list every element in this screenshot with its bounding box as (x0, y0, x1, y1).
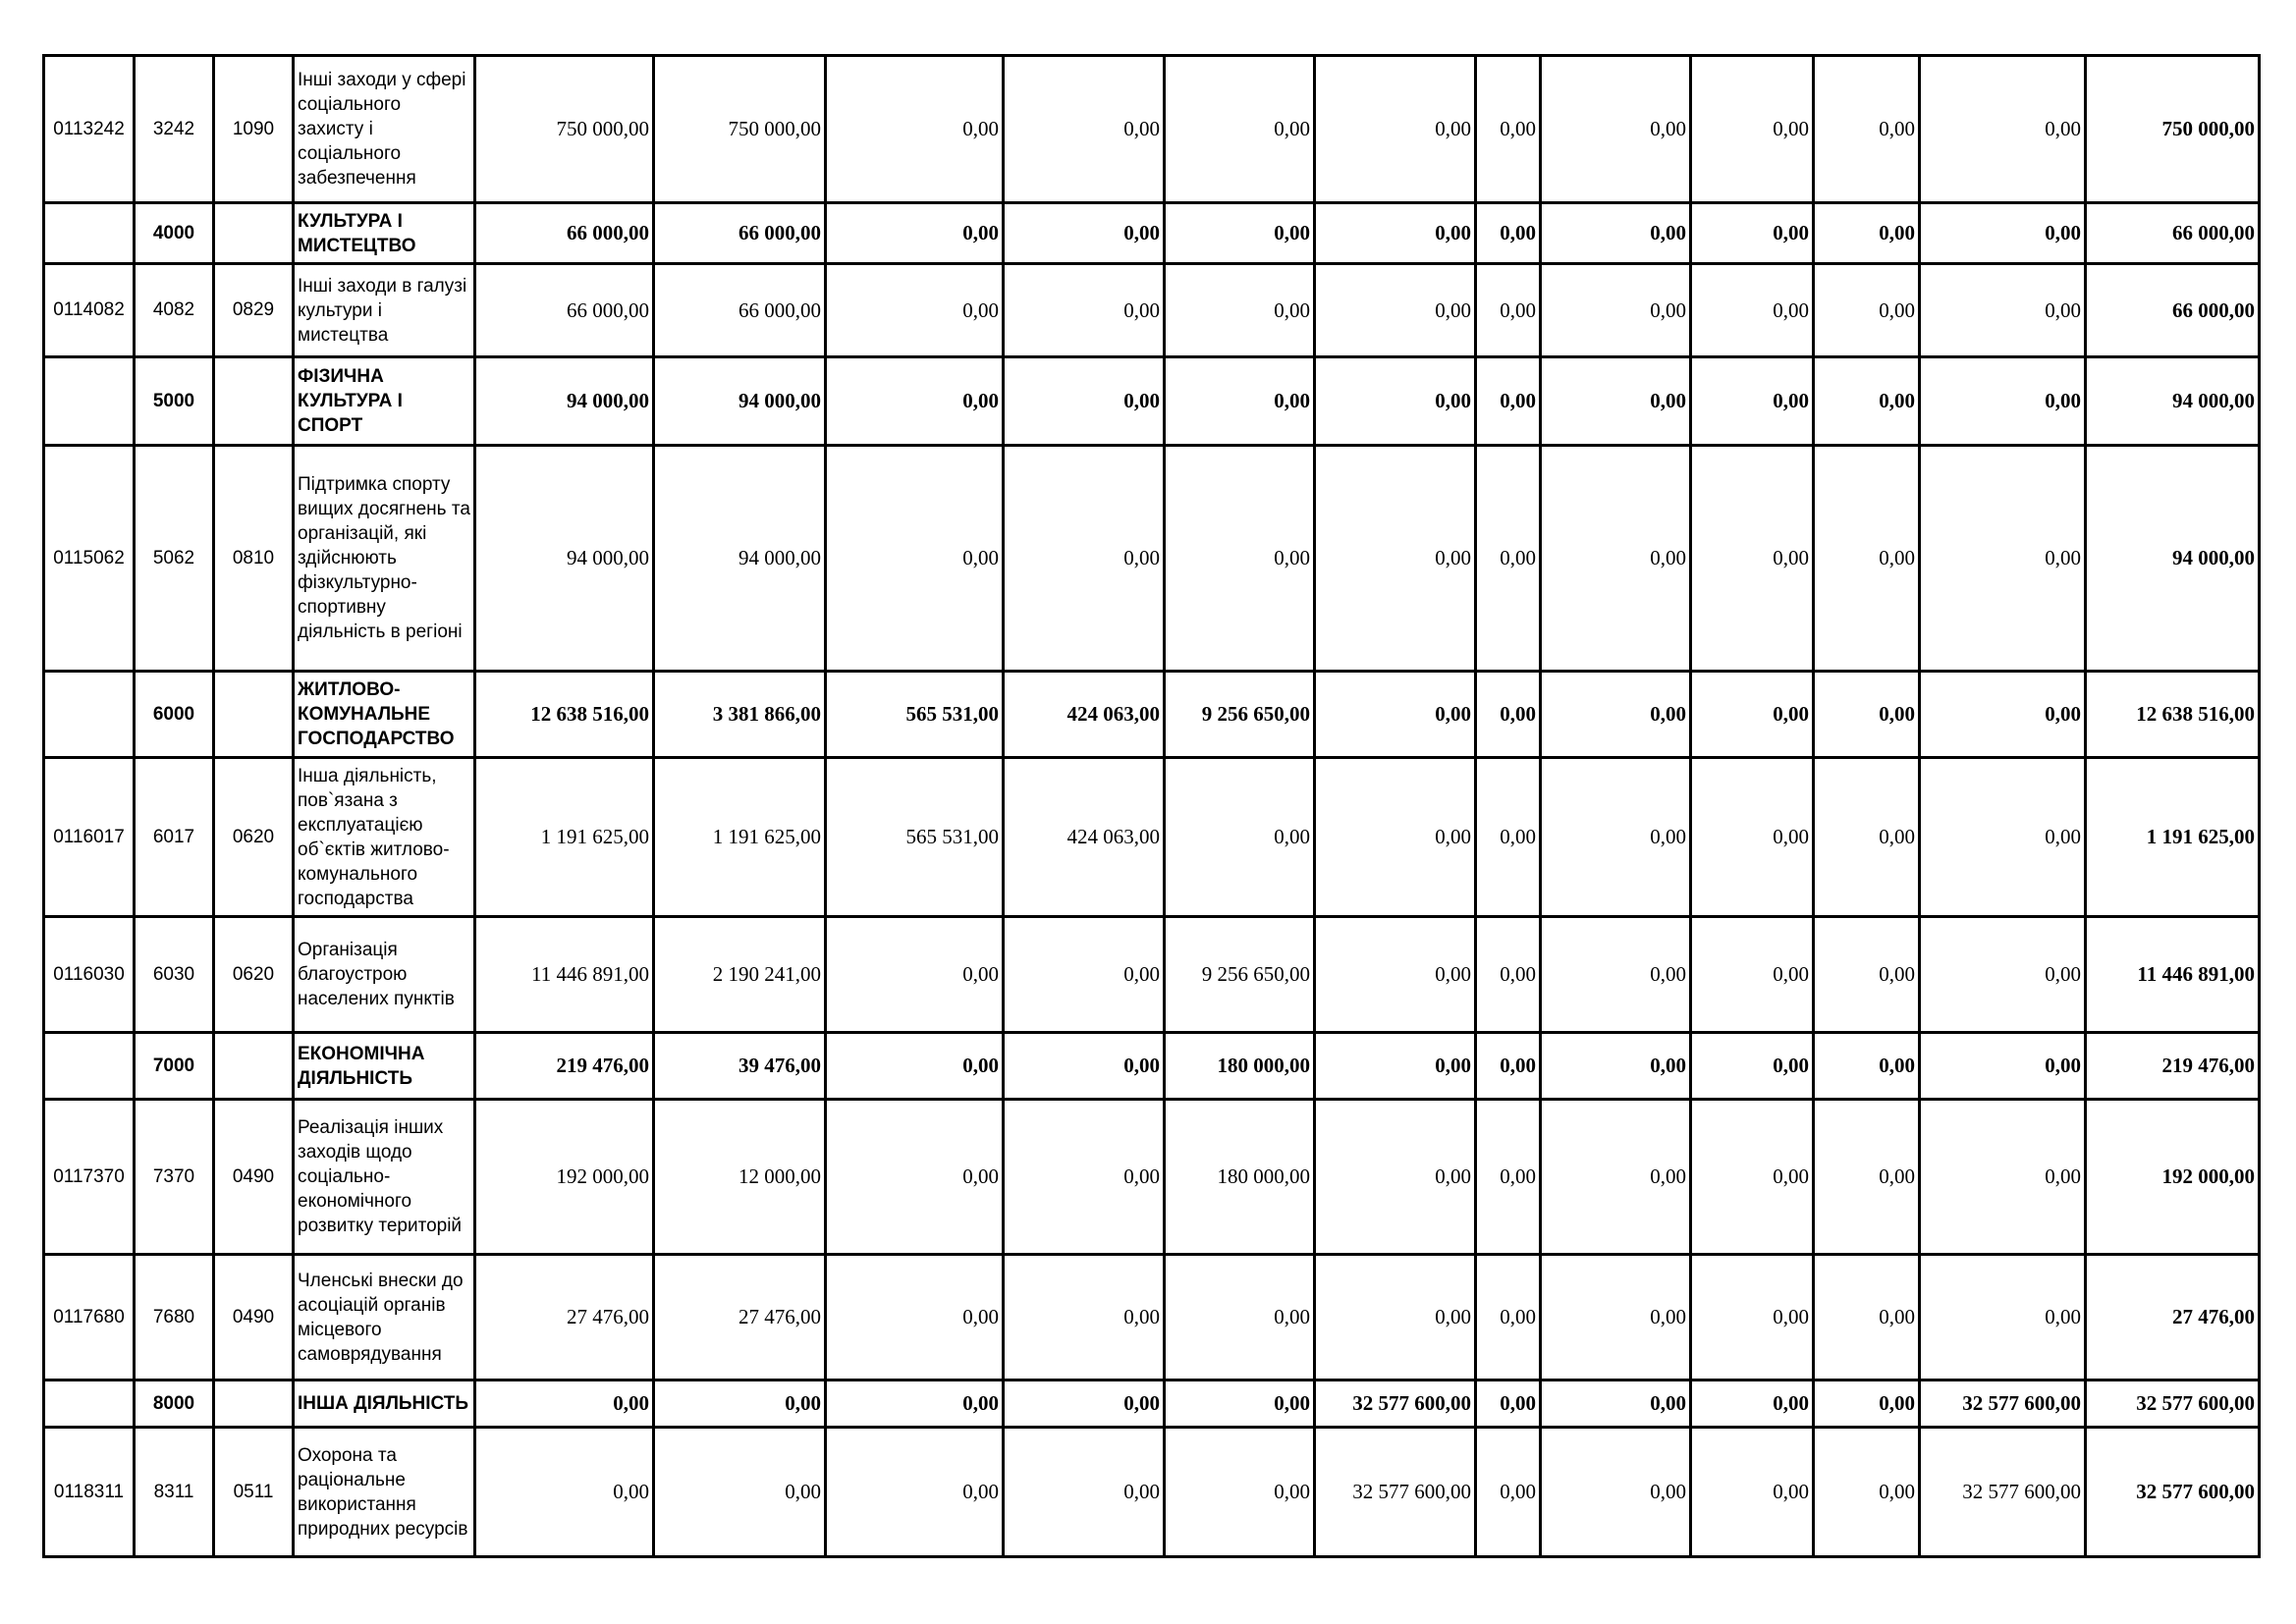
amount-cell: 0,00 (1691, 203, 1814, 264)
amount-cell: 0,00 (1541, 56, 1691, 203)
total-amount-cell: 11 446 891,00 (2086, 917, 2260, 1033)
amount-cell: 0,00 (1814, 1380, 1920, 1428)
function-code-cell: 7370 (135, 1100, 214, 1255)
amount-cell: 0,00 (1004, 264, 1165, 357)
amount-cell: 424 063,00 (1004, 758, 1165, 917)
amount-cell: 0,00 (1476, 56, 1541, 203)
amount-cell: 0,00 (1541, 357, 1691, 446)
amount-cell: 565 531,00 (826, 672, 1004, 758)
function-code-cell: 4082 (135, 264, 214, 357)
amount-cell: 0,00 (1920, 758, 2086, 917)
total-amount-cell: 219 476,00 (2086, 1033, 2260, 1100)
function-code-cell: 8000 (135, 1380, 214, 1428)
program-name-cell: ЖИТЛОВО-КОМУНАЛЬНЕ ГОСПОДАРСТВО (294, 672, 475, 758)
program-code-cell: 0117680 (44, 1255, 135, 1380)
amount-cell: 0,00 (1004, 1100, 1165, 1255)
amount-cell: 565 531,00 (826, 758, 1004, 917)
amount-cell: 27 476,00 (475, 1255, 654, 1380)
total-amount-cell: 192 000,00 (2086, 1100, 2260, 1255)
amount-cell: 0,00 (1691, 758, 1814, 917)
amount-cell: 0,00 (826, 1380, 1004, 1428)
amount-cell: 0,00 (1541, 1100, 1691, 1255)
program-code-cell (44, 672, 135, 758)
amount-cell: 27 476,00 (654, 1255, 826, 1380)
amount-cell: 32 577 600,00 (1315, 1380, 1476, 1428)
amount-cell: 0,00 (1691, 672, 1814, 758)
program-name-cell: Охорона та раціональне використання природних ресурсів (294, 1428, 475, 1557)
amount-cell: 1 191 625,00 (654, 758, 826, 917)
program-name-cell: ФІЗИЧНА КУЛЬТУРА І СПОРТ (294, 357, 475, 446)
amount-cell: 0,00 (1476, 203, 1541, 264)
total-amount-cell: 66 000,00 (2086, 203, 2260, 264)
amount-cell: 0,00 (1476, 446, 1541, 672)
table-row (44, 264, 2260, 357)
amount-cell: 11 446 891,00 (475, 917, 654, 1033)
amount-cell: 66 000,00 (475, 203, 654, 264)
function-code-cell: 5062 (135, 446, 214, 672)
amount-cell: 0,00 (1476, 1033, 1541, 1100)
amount-cell: 0,00 (1920, 357, 2086, 446)
amount-cell: 0,00 (1541, 917, 1691, 1033)
amount-cell: 0,00 (1315, 357, 1476, 446)
kfkvk-code-cell: 0511 (214, 1428, 294, 1557)
amount-cell: 0,00 (826, 357, 1004, 446)
total-amount-cell: 66 000,00 (2086, 264, 2260, 357)
program-code-cell: 0116030 (44, 917, 135, 1033)
program-name-cell: Інші заходи у сфері соціального захисту і соціального забезпечення (294, 56, 475, 203)
section-row (44, 203, 2260, 264)
total-amount-cell: 94 000,00 (2086, 357, 2260, 446)
program-code-cell: 0115062 (44, 446, 135, 672)
table-row (44, 1100, 2260, 1255)
amount-cell: 0,00 (1814, 1100, 1920, 1255)
amount-cell: 0,00 (1920, 264, 2086, 357)
amount-cell: 94 000,00 (654, 357, 826, 446)
function-code-cell: 6000 (135, 672, 214, 758)
amount-cell: 12 000,00 (654, 1100, 826, 1255)
program-name-cell: Організація благоустрою населених пунктів (294, 917, 475, 1033)
amount-cell: 0,00 (826, 203, 1004, 264)
kfkvk-code-cell: 0620 (214, 758, 294, 917)
amount-cell: 0,00 (1814, 446, 1920, 672)
function-code-cell: 6017 (135, 758, 214, 917)
program-code-cell: 0116017 (44, 758, 135, 917)
amount-cell: 39 476,00 (654, 1033, 826, 1100)
amount-cell: 0,00 (1476, 917, 1541, 1033)
amount-cell: 0,00 (1476, 1428, 1541, 1557)
amount-cell: 66 000,00 (654, 264, 826, 357)
amount-cell: 0,00 (1165, 446, 1315, 672)
budget-table (42, 54, 2261, 1558)
function-code-cell: 8311 (135, 1428, 214, 1557)
amount-cell: 9 256 650,00 (1165, 672, 1315, 758)
amount-cell: 0,00 (826, 1033, 1004, 1100)
amount-cell: 94 000,00 (654, 446, 826, 672)
amount-cell: 0,00 (1691, 1255, 1814, 1380)
amount-cell: 0,00 (1814, 357, 1920, 446)
section-row (44, 357, 2260, 446)
total-amount-cell: 32 577 600,00 (2086, 1428, 2260, 1557)
amount-cell: 0,00 (1541, 203, 1691, 264)
amount-cell: 180 000,00 (1165, 1100, 1315, 1255)
function-code-cell: 7680 (135, 1255, 214, 1380)
total-amount-cell: 12 638 516,00 (2086, 672, 2260, 758)
amount-cell: 0,00 (1315, 758, 1476, 917)
kfkvk-code-cell: 0620 (214, 917, 294, 1033)
amount-cell: 180 000,00 (1165, 1033, 1315, 1100)
amount-cell: 750 000,00 (654, 56, 826, 203)
program-code-cell: 0118311 (44, 1428, 135, 1557)
amount-cell: 0,00 (826, 1100, 1004, 1255)
amount-cell: 0,00 (1476, 357, 1541, 446)
program-name-cell: Інші заходи в галузі культури і мистецтва (294, 264, 475, 357)
amount-cell: 0,00 (1814, 672, 1920, 758)
program-code-cell: 0114082 (44, 264, 135, 357)
table-row (44, 446, 2260, 672)
amount-cell: 0,00 (654, 1380, 826, 1428)
amount-cell: 0,00 (1004, 203, 1165, 264)
amount-cell: 0,00 (1165, 357, 1315, 446)
amount-cell: 0,00 (1165, 1380, 1315, 1428)
program-code-cell (44, 1380, 135, 1428)
program-name-cell: Членські внески до асоціацій органів місцевого самоврядування (294, 1255, 475, 1380)
program-code-cell (44, 357, 135, 446)
amount-cell: 0,00 (1920, 1033, 2086, 1100)
kfkvk-code-cell (214, 357, 294, 446)
amount-cell: 1 191 625,00 (475, 758, 654, 917)
program-name-cell: Реалізація інших заходів щодо соціально-економічного розвитку територій (294, 1100, 475, 1255)
amount-cell: 0,00 (1920, 446, 2086, 672)
amount-cell: 0,00 (1004, 917, 1165, 1033)
section-row (44, 672, 2260, 758)
kfkvk-code-cell (214, 1380, 294, 1428)
amount-cell: 0,00 (1920, 672, 2086, 758)
kfkvk-code-cell (214, 203, 294, 264)
amount-cell: 0,00 (826, 1428, 1004, 1557)
function-code-cell: 6030 (135, 917, 214, 1033)
amount-cell: 0,00 (1476, 264, 1541, 357)
amount-cell: 0,00 (1004, 1255, 1165, 1380)
amount-cell: 0,00 (1165, 758, 1315, 917)
amount-cell: 0,00 (1476, 672, 1541, 758)
amount-cell: 0,00 (1541, 758, 1691, 917)
amount-cell: 0,00 (1315, 1033, 1476, 1100)
amount-cell: 0,00 (1541, 446, 1691, 672)
amount-cell: 0,00 (826, 1255, 1004, 1380)
kfkvk-code-cell: 1090 (214, 56, 294, 203)
amount-cell: 2 190 241,00 (654, 917, 826, 1033)
table-body (44, 56, 2260, 1557)
amount-cell: 0,00 (1315, 1100, 1476, 1255)
amount-cell: 0,00 (1691, 1428, 1814, 1557)
amount-cell: 0,00 (1165, 1428, 1315, 1557)
kfkvk-code-cell: 0490 (214, 1100, 294, 1255)
amount-cell: 0,00 (1165, 264, 1315, 357)
amount-cell: 32 577 600,00 (1920, 1428, 2086, 1557)
amount-cell: 0,00 (1920, 1100, 2086, 1255)
amount-cell: 3 381 866,00 (654, 672, 826, 758)
amount-cell: 0,00 (1920, 56, 2086, 203)
amount-cell: 0,00 (1315, 56, 1476, 203)
amount-cell: 0,00 (1004, 56, 1165, 203)
amount-cell: 0,00 (1814, 203, 1920, 264)
amount-cell: 0,00 (1691, 264, 1814, 357)
total-amount-cell: 32 577 600,00 (2086, 1380, 2260, 1428)
program-code-cell (44, 1033, 135, 1100)
program-name-cell: Підтримка спорту вищих досягнень та організацій, які здійснюють фізкультурно-спортивну діяльність в регіоні (294, 446, 475, 672)
amount-cell: 9 256 650,00 (1165, 917, 1315, 1033)
amount-cell: 32 577 600,00 (1315, 1428, 1476, 1557)
amount-cell: 0,00 (826, 917, 1004, 1033)
amount-cell: 0,00 (1691, 446, 1814, 672)
amount-cell: 0,00 (1315, 672, 1476, 758)
amount-cell: 0,00 (1315, 446, 1476, 672)
amount-cell: 0,00 (1814, 264, 1920, 357)
amount-cell: 0,00 (1004, 1380, 1165, 1428)
amount-cell: 0,00 (475, 1428, 654, 1557)
amount-cell: 0,00 (1004, 1033, 1165, 1100)
amount-cell: 0,00 (1541, 1033, 1691, 1100)
table-row (44, 758, 2260, 917)
amount-cell: 0,00 (1814, 1255, 1920, 1380)
table-row (44, 56, 2260, 203)
amount-cell: 0,00 (1476, 1255, 1541, 1380)
program-code-cell (44, 203, 135, 264)
kfkvk-code-cell (214, 672, 294, 758)
kfkvk-code-cell (214, 1033, 294, 1100)
amount-cell: 0,00 (1165, 203, 1315, 264)
amount-cell: 0,00 (1315, 203, 1476, 264)
amount-cell: 0,00 (1541, 1380, 1691, 1428)
amount-cell: 0,00 (1541, 1428, 1691, 1557)
amount-cell: 0,00 (1691, 56, 1814, 203)
amount-cell: 0,00 (826, 446, 1004, 672)
kfkvk-code-cell: 0810 (214, 446, 294, 672)
program-name-cell: Інша діяльність, пов`язана з експлуатацією об`єктів житлово-комунального господарства (294, 758, 475, 917)
amount-cell: 0,00 (1814, 1428, 1920, 1557)
amount-cell: 0,00 (1541, 1255, 1691, 1380)
amount-cell: 0,00 (1476, 758, 1541, 917)
amount-cell: 12 638 516,00 (475, 672, 654, 758)
total-amount-cell: 750 000,00 (2086, 56, 2260, 203)
amount-cell: 0,00 (1920, 203, 2086, 264)
function-code-cell: 4000 (135, 203, 214, 264)
amount-cell: 0,00 (1004, 446, 1165, 672)
amount-cell: 0,00 (1315, 264, 1476, 357)
amount-cell: 66 000,00 (654, 203, 826, 264)
amount-cell: 0,00 (1814, 917, 1920, 1033)
table-row (44, 1255, 2260, 1380)
total-amount-cell: 1 191 625,00 (2086, 758, 2260, 917)
amount-cell: 0,00 (1476, 1100, 1541, 1255)
amount-cell: 0,00 (1004, 1428, 1165, 1557)
amount-cell: 0,00 (1165, 1255, 1315, 1380)
amount-cell: 0,00 (1920, 1255, 2086, 1380)
table-row (44, 1428, 2260, 1557)
program-name-cell: ІНША ДІЯЛЬНІСТЬ (294, 1380, 475, 1428)
amount-cell: 424 063,00 (1004, 672, 1165, 758)
amount-cell: 0,00 (1315, 917, 1476, 1033)
amount-cell: 0,00 (1920, 917, 2086, 1033)
program-code-cell: 0117370 (44, 1100, 135, 1255)
amount-cell: 0,00 (1165, 56, 1315, 203)
amount-cell: 750 000,00 (475, 56, 654, 203)
kfkvk-code-cell: 0829 (214, 264, 294, 357)
section-row (44, 1380, 2260, 1428)
amount-cell: 0,00 (1814, 758, 1920, 917)
program-name-cell: КУЛЬТУРА І МИСТЕЦТВО (294, 203, 475, 264)
amount-cell: 0,00 (475, 1380, 654, 1428)
amount-cell: 0,00 (1814, 56, 1920, 203)
program-code-cell: 0113242 (44, 56, 135, 203)
table-row (44, 917, 2260, 1033)
amount-cell: 192 000,00 (475, 1100, 654, 1255)
amount-cell: 32 577 600,00 (1920, 1380, 2086, 1428)
amount-cell: 0,00 (654, 1428, 826, 1557)
amount-cell: 66 000,00 (475, 264, 654, 357)
amount-cell: 0,00 (1691, 1100, 1814, 1255)
function-code-cell: 3242 (135, 56, 214, 203)
function-code-cell: 5000 (135, 357, 214, 446)
total-amount-cell: 27 476,00 (2086, 1255, 2260, 1380)
amount-cell: 0,00 (1691, 1380, 1814, 1428)
amount-cell: 94 000,00 (475, 446, 654, 672)
amount-cell: 0,00 (1315, 1255, 1476, 1380)
program-name-cell: ЕКОНОМІЧНА ДІЯЛЬНІСТЬ (294, 1033, 475, 1100)
amount-cell: 0,00 (1814, 1033, 1920, 1100)
amount-cell: 0,00 (1476, 1380, 1541, 1428)
amount-cell: 219 476,00 (475, 1033, 654, 1100)
function-code-cell: 7000 (135, 1033, 214, 1100)
amount-cell: 0,00 (1004, 357, 1165, 446)
amount-cell: 0,00 (1541, 264, 1691, 357)
amount-cell: 94 000,00 (475, 357, 654, 446)
amount-cell: 0,00 (826, 264, 1004, 357)
amount-cell: 0,00 (1541, 672, 1691, 758)
kfkvk-code-cell: 0490 (214, 1255, 294, 1380)
amount-cell: 0,00 (1691, 1033, 1814, 1100)
amount-cell: 0,00 (1691, 917, 1814, 1033)
section-row (44, 1033, 2260, 1100)
total-amount-cell: 94 000,00 (2086, 446, 2260, 672)
amount-cell: 0,00 (1691, 357, 1814, 446)
amount-cell: 0,00 (826, 56, 1004, 203)
